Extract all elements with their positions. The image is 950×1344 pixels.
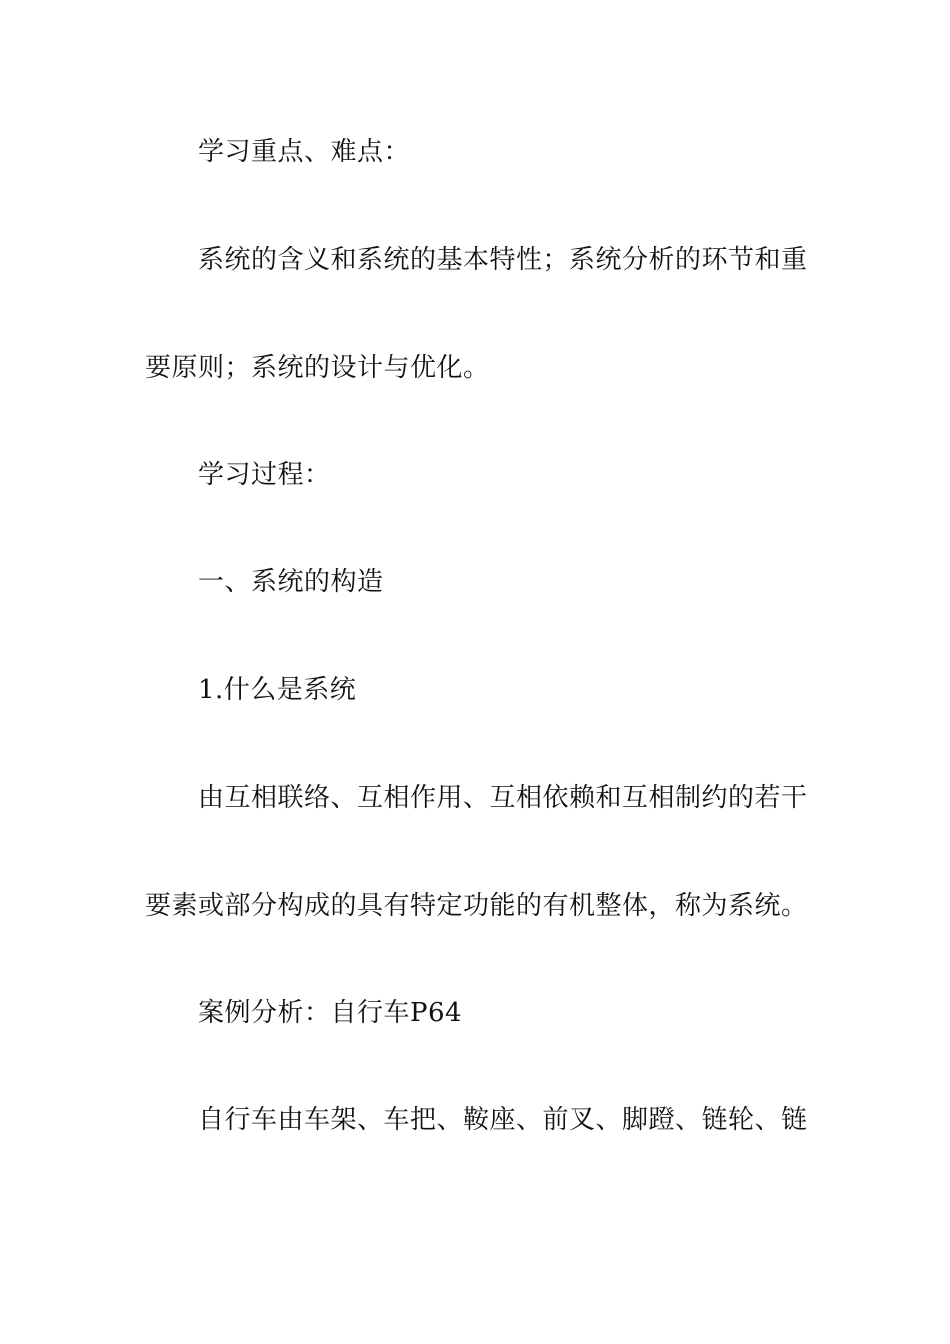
- paragraph-definition-line-2: 要素或部分构成的具有特定功能的有机整体，称为系统。: [145, 891, 808, 921]
- paragraph-bicycle-line-1: 自行车由车架、车把、鞍座、前叉、脚蹬、链轮、链: [198, 1105, 808, 1135]
- paragraph-key-points-line-2: 要原则；系统的设计与优化。: [145, 353, 490, 383]
- paragraph-definition-line-1: 由互相联络、互相作用、互相依赖和互相制约的若干: [198, 783, 808, 813]
- heading-key-points: 学习重点、难点：: [198, 137, 411, 167]
- subsection-heading-what-is-system: 1.什么是系统: [198, 675, 357, 705]
- paragraph-key-points-line-1: 系统的含义和系统的基本特性；系统分析的环节和重: [198, 245, 808, 275]
- case-analysis-heading: 案例分析：自行车P64: [198, 998, 463, 1028]
- heading-learning-process: 学习过程：: [198, 460, 331, 490]
- section-heading-system-structure: 一、系统的构造: [198, 567, 384, 597]
